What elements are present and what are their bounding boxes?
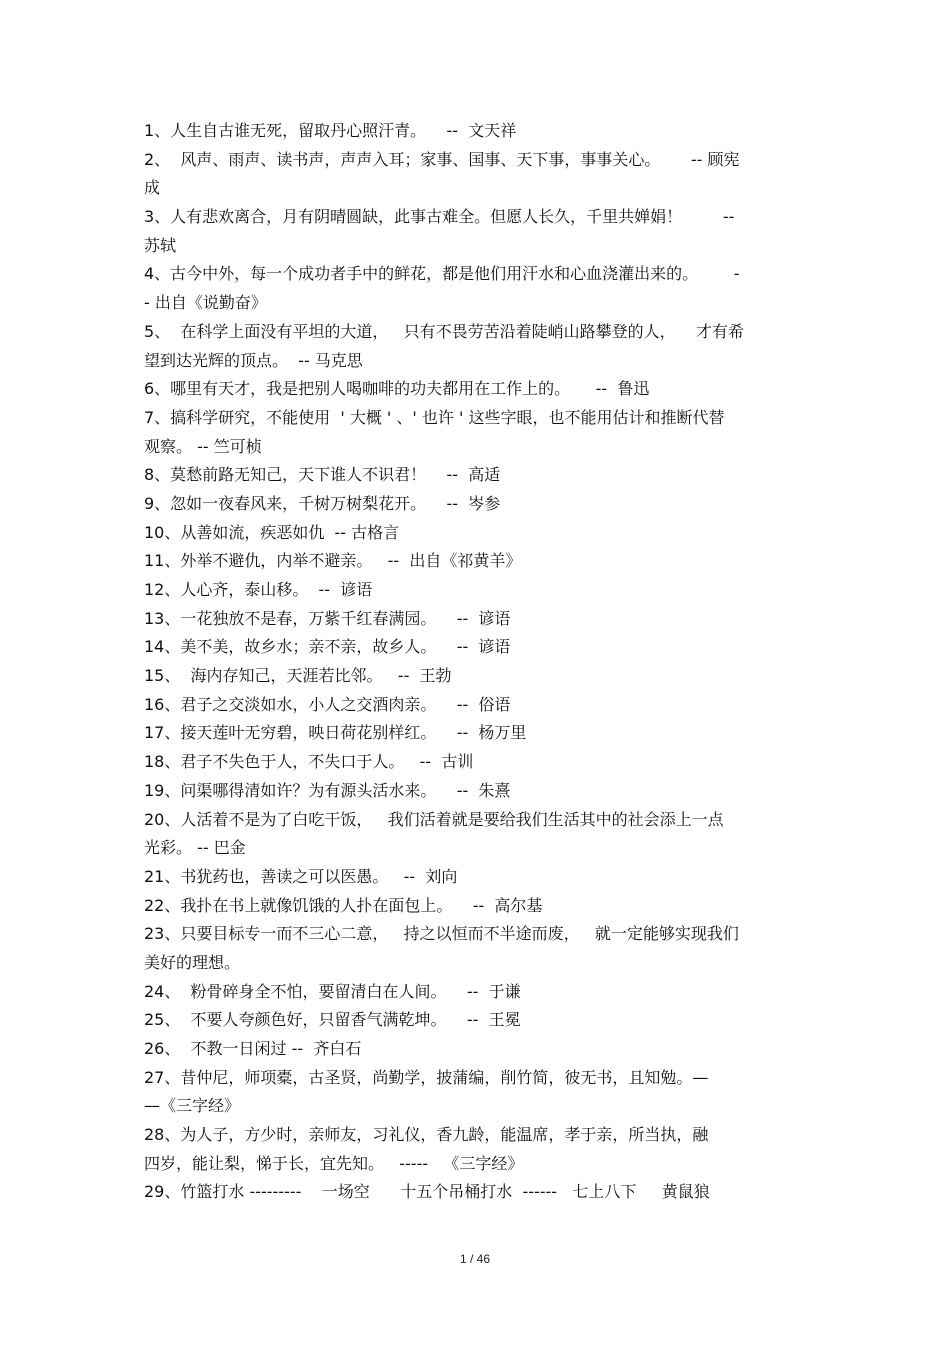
text-line: 14、美不美，故乡水；亲不亲，故乡人。 -- 谚语: [144, 637, 511, 657]
text-line: —《三字经》: [144, 1096, 241, 1116]
text-line: 29、竹篮打水 --------- 一场空 十五个吊桶打水 ------ 七上八下 黄鼠狼: [144, 1182, 710, 1202]
text-line: 13、一花独放不是春，万紫千红春满园。 -- 谚语: [144, 608, 511, 628]
text-line: 28、为人子，方少时，亲师友，习礼仪，香九龄，能温席，孝于亲，所当执，融: [144, 1125, 709, 1145]
text-line: 4、古今中外，每一个成功者手中的鲜花，都是他们用汗水和心血浇灌出来的。 -: [144, 264, 740, 284]
text-line: 望到达光辉的顶点。 -- 马克思: [144, 350, 363, 370]
text-line: 四岁，能让梨，悌于长，宜先知。 ----- 《三字经》: [144, 1153, 524, 1173]
page-number: 1 / 46: [459, 1252, 491, 1266]
text-line: 26、 不教一日闲过 -- 齐白石: [144, 1039, 362, 1058]
text-line: 7、搞科学研究，不能使用 ' 大概 ' 、' 也许 ' 这些字眼，也不能用估计和推断代替: [144, 407, 725, 427]
text-line: 2、 风声、雨声、读书声，声声入耳；家事、国事、天下事，事事关心。 -- 顾宪: [144, 149, 740, 169]
text-line: 22、我扑在书上就像饥饿的人扑在面包上。 -- 高尔基: [144, 895, 543, 915]
text-line: 20、人活着不是为了白吃干饭， 我们活着就是要给我们生活其中的社会添上一点: [144, 809, 724, 829]
text-line: 12、人心齐，泰山移。 -- 谚语: [144, 580, 373, 599]
text-line: 10、从善如流，疾恶如仇 -- 古格言: [144, 522, 400, 542]
text-line: 16、君子之交淡如水，小人之交酒肉亲。 -- 俗语: [144, 694, 511, 714]
text-line: 8、莫愁前路无知己，天下谁人不识君！ -- 高适: [144, 465, 501, 485]
text-line: 苏轼: [144, 235, 177, 255]
text-line: 1、人生自古谁无死，留取丹心照汗青。 -- 文天祥: [144, 121, 517, 140]
text-line: 18、君子不失色于人，不失口于人。 -- 古训: [144, 752, 474, 772]
text-line: 成: [144, 178, 161, 198]
text-line: 17、接天莲叶无穷碧，映日荷花别样红。 -- 杨万里: [144, 723, 527, 743]
text-line: 6、哪里有天才，我是把别人喝咖啡的功夫都用在工作上的。 -- 鲁迅: [144, 379, 650, 399]
text-line: 光彩。 -- 巴金: [144, 838, 246, 858]
text-line: 19、问渠哪得清如许？为有源头活水来。 -- 朱熹: [144, 780, 511, 800]
text-line: 3、人有悲欢离合，月有阴晴圆缺，此事古难全。但愿人长久，千里共婵娟！ --: [144, 207, 735, 227]
text-line: 24、 粉骨碎身全不怕，要留清白在人间。 -- 于谦: [144, 981, 521, 1001]
text-line: 23、只要目标专一而不三心二意， 持之以恒而不半途而废， 就一定能够实现我们: [144, 924, 739, 944]
text-line: 5、 在科学上面没有平坦的大道， 只有不畏劳苦沿着陡峭山路攀登的人， 才有希: [144, 321, 744, 341]
text-line: 观察。 -- 竺可桢: [144, 436, 262, 456]
text-line: 美好的理想。: [144, 952, 241, 972]
text-line: 21、书犹药也，善读之可以医愚。 -- 刘向: [144, 866, 458, 886]
text-line: 27、昔仲尼，师项橐，古圣贤，尚勤学，披蒲编，削竹简，彼无书，且知勉。—: [144, 1067, 709, 1087]
text-line: - 出自《说勤奋》: [144, 293, 267, 313]
document-body: [144, 117, 808, 1207]
text-line: 15、 海内存知己，天涯若比邻。 -- 王勃: [144, 666, 452, 686]
text-line: 9、忽如一夜春风来，千树万树梨花开。 -- 岑参: [144, 493, 501, 513]
text-line: 11、外举不避仇，内举不避亲。 -- 出自《祁黄羊》: [144, 551, 522, 571]
text-line: 25、 不要人夸颜色好，只留香气满乾坤。 -- 王冕: [144, 1010, 521, 1030]
